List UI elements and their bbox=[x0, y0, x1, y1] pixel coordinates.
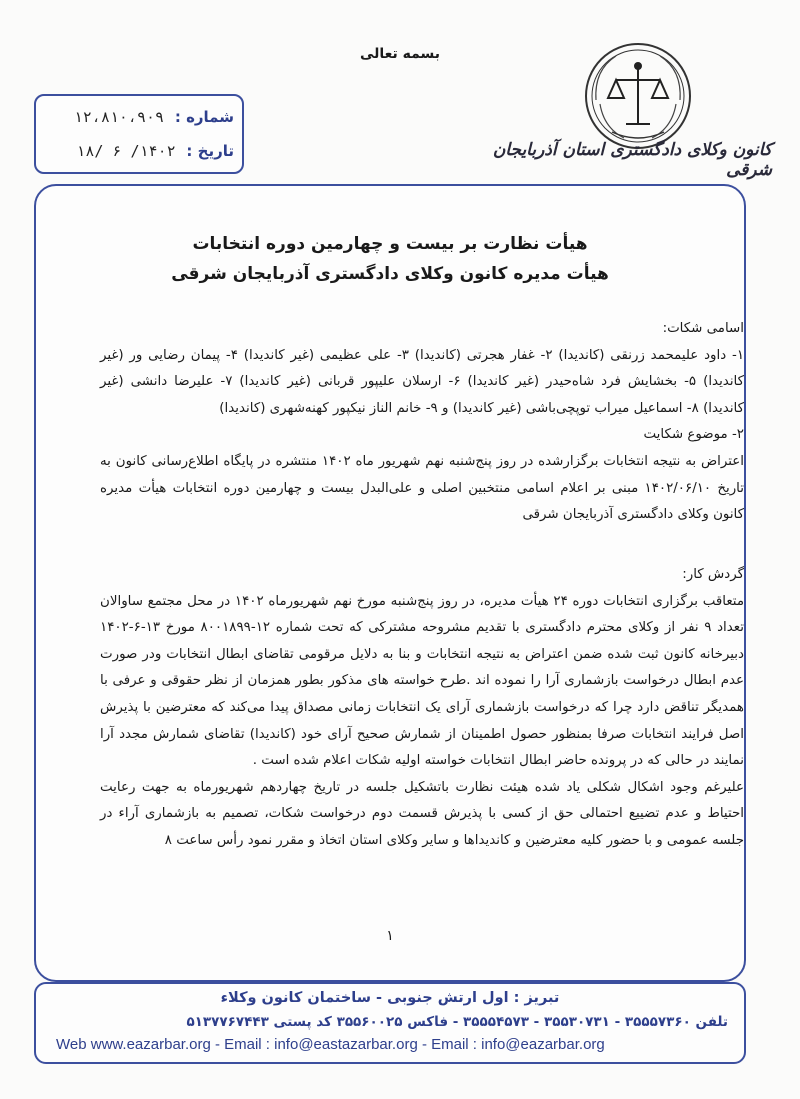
complainants-heading: اسامی شکات: bbox=[662, 321, 744, 336]
subject-text: اعتراض به نتیجه انتخابات برگزارشده در روز پنج‌شنبه نهم شهریور ماه ۱۴۰۲ منتشره در پایگاه اطلاع‌رسانی کانون به تاریخ ۱۴۰۲/۰۶/۱۰ مبنی بر اعلام اسامی منتخبین اصلی و علی‌البدل بیست و چهارمین دوره انتخابات هیأت مدیره کانون وکلای دادگستری آذربایجان شرقی bbox=[100, 453, 744, 523]
page-number: ۱ bbox=[386, 928, 394, 944]
process-section bbox=[100, 562, 744, 855]
complainants-text: ۱- داود علیمحمد زرنقی (کاندیدا) ۲- غفار هجرتی (کاندیدا) ۳- علی عظیمی (غیر کاندیدا) ۴- پیمان رضایی ور (غیر کاندیدا) ۵- بخشایش فرد شاه‌حیدر (غیر کاندیدا) ۶- ارسلان علیپور قربانی (غیر کاندیدا) ۷- علیرضا دانشی (غیر کاندیدا) ۸- اسماعیل میراب توپچی‌باشی (غیر کاندیدا) و ۹- خانم الناز نیکپور کهنه‌شهری (کاندیدا) bbox=[100, 347, 745, 416]
reference-date-row bbox=[44, 138, 234, 164]
basmala-heading: بسمه تعالی bbox=[359, 46, 441, 62]
footer-address: تبریز : اول ارتش جنوبی - ساختمان کانون وکلاء bbox=[220, 990, 560, 1006]
footer-web-email: Web www.eazarbar.org - Email : info@eastazarbar.org - Email : info@eazarbar.org bbox=[56, 1036, 605, 1053]
document-body-frame bbox=[34, 184, 746, 982]
process-text: متعاقب برگزاری انتخابات دوره ۲۴ هیأت مدیره، در روز پنج‌شنبه مورخ نهم شهریورماه ۱۴۰۲ در محل مجتمع ساوالان تعداد ۹ نفر از وکلای محترم دادگستری با تقدیم مشروحه مشترکی که تحت شماره ۱۲-۸۰۰۱۸۹۹ مورخ ۱۳-۶-۱۴۰۲ دبیرخانه کانون ثبت شده ضمن اعتراض به نتیجه انتخابات و بنا به دلایل مرقومی تقاضای ابطال انتخابات ودر صورت عدم ابطال درخواست بازشماری آرا را نموده اند .طرح خواسته های مذکور بطور همزمان از نظر حقوقی و عرفی با همدیگر تناقض دارد چرا که درخواست بازشماری آرای یک انتخابات زمانی مصداق پیدا می‌کند که معترضین با پذیرش اصل فرایند انتخابات صرفا بمنظور حصول اطمینان از شمارش صحیح آرای خود (کاندیدا) تقاضای شمارش مجدد آرا نمایند در حالی که در پرونده حاضر ابطال انتخابات خواسته اولیه شکات اعلام شده است . bbox=[100, 593, 744, 769]
process-heading: گردش کار: bbox=[682, 567, 744, 582]
scales-of-justice-emblem-icon bbox=[582, 40, 694, 152]
number-label: شماره : bbox=[174, 108, 234, 126]
subject-heading: ۲- موضوع شکایت bbox=[643, 427, 744, 443]
date-label: تاریخ : bbox=[186, 142, 234, 160]
date-value: ۱۴۰۲/ ۶ /۱۸ bbox=[76, 142, 176, 160]
letterhead-footer bbox=[34, 982, 746, 1064]
reference-number-row bbox=[44, 104, 234, 130]
document-title-line-2: هیأت مدیره کانون وکلای دادگستری آذربایجان شرقی bbox=[171, 264, 609, 284]
footer-contact-numbers: تلفن ۳۵۵۵۷۳۶۰ - ۳۵۵۳۰۷۳۱ - ۳۵۵۵۴۵۷۳ - فاکس ۳۵۵۶۰۰۲۵ کد پستی ۵۱۳۷۷۶۷۴۴۳ bbox=[186, 1014, 728, 1030]
number-value: ۱۲،۸۱۰،۹۰۹ bbox=[73, 108, 165, 126]
document-title-line-1: هیأت نظارت بر بیست و چهارمین دوره انتخابات bbox=[192, 234, 588, 254]
reference-box bbox=[34, 94, 244, 174]
organization-name: کانون وکلای دادگستری استان آذربایجان شرقی bbox=[492, 140, 772, 180]
continuation-text: علیرغم وجود اشکال شکلی یاد شده هیئت نظارت باتشکیل جلسه در تاریخ چهاردهم شهریورماه به جهت رعایت احتیاط و عدم تضییع احتمالی حق از کسی با پذیرش قسمت دوم درخواست شکات، تصمیم به بازشماری آراء در جلسه عمومی و با حضور کلیه معترضین و کاندیداها و سایر وکلای استان اتخاذ و مقرر نمود رأس ساعت ۸ bbox=[100, 779, 744, 848]
complainants-section bbox=[100, 316, 744, 529]
